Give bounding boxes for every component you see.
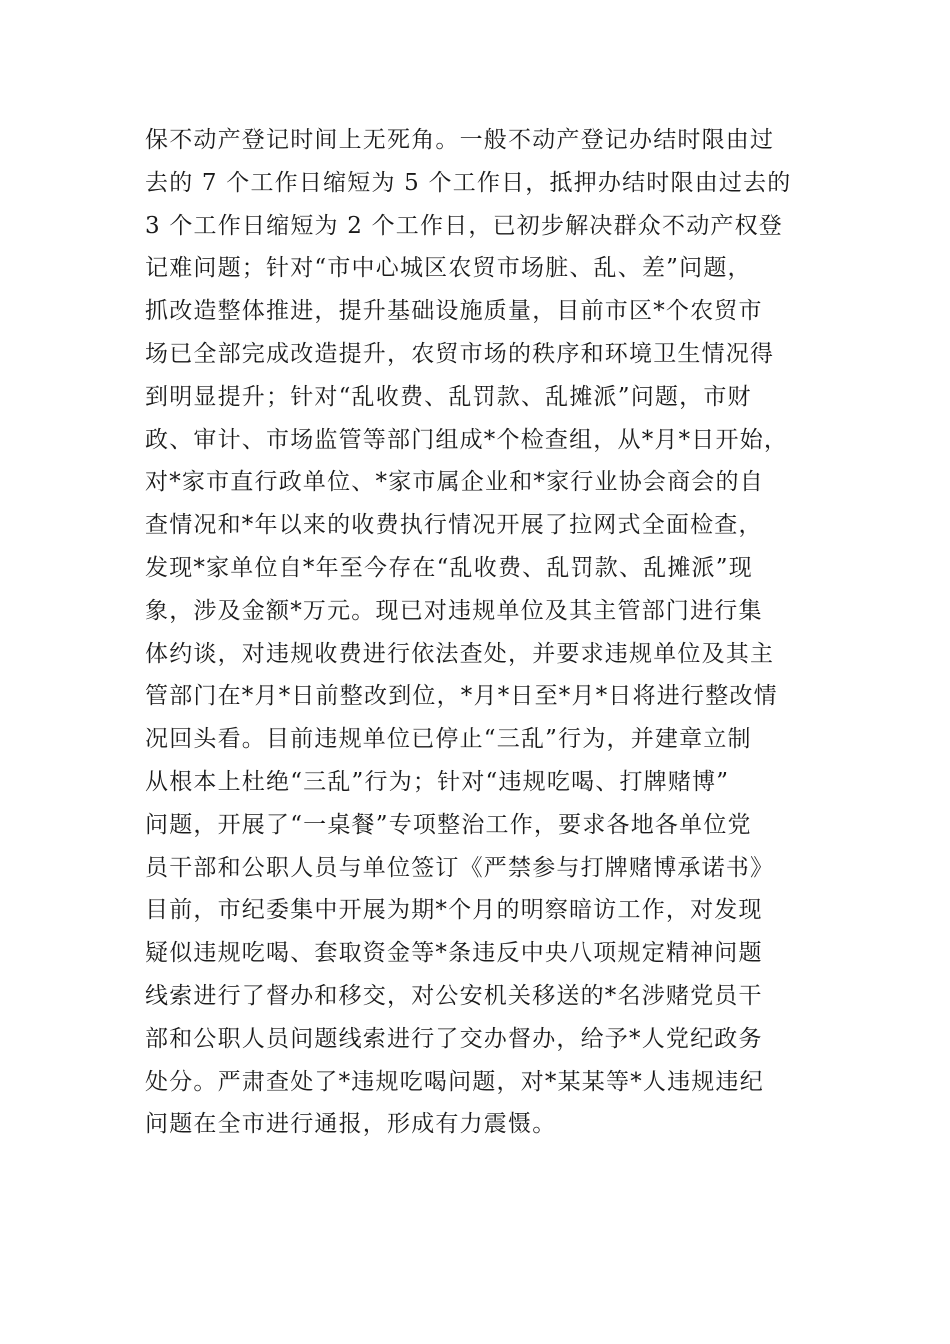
text-line: 目前，市纪委集中开展为期*个月的明察暗访工作，对发现 — [145, 897, 763, 924]
text-line: 处分。严肃查处了*违规吃喝问题，对*某某等*人违规违纪 — [145, 1068, 764, 1095]
text-line: 政、审计、市场监管等部门组成*个检查组，从*月*日开始， — [145, 426, 789, 453]
text-line: 员干部和公职人员与单位签订《严禁参与打牌赌博承诺书》 — [145, 854, 775, 881]
text-line: 问题在全市进行通报，形成有力震慑。 — [145, 1111, 557, 1138]
body-paragraph — [145, 119, 825, 1146]
text-line: 象，涉及金额*万元。现已对违规单位及其主管部门进行集 — [145, 597, 763, 624]
text-line: 抓改造整体推进，提升基础设施质量，目前市区*个农贸市 — [145, 298, 763, 325]
text-line: 体约谈，对违规收费进行依法查处，并要求违规单位及其主 — [145, 640, 775, 667]
text-line: 场已全部完成改造提升，农贸市场的秩序和环境卫生情况得 — [145, 340, 775, 367]
text-line: 到明显提升；针对“乱收费、乱罚款、乱摊派”问题，市财 — [145, 383, 752, 410]
text-line: 况回头看。目前违规单位已停止“三乱”行为，并建章立制 — [145, 726, 752, 753]
text-line: 线索进行了督办和移交，对公安机关移送的*名涉赌党员干 — [145, 982, 763, 1009]
text-line: 从根本上杜绝“三乱”行为；针对“违规吃喝、打牌赌博” — [145, 768, 730, 795]
text-line: 疑似违规吃喝、套取资金等*条违反中央八项规定精神问题 — [145, 940, 763, 967]
text-line: 问题，开展了“一桌餐”专项整治工作，要求各地各单位党 — [145, 811, 752, 838]
text-line: 查情况和*年以来的收费执行情况开展了拉网式全面检查， — [145, 512, 763, 539]
text-line: 去的 7 个工作日缩短为 5 个工作日，抵押办结时限由过去的 — [145, 169, 792, 196]
text-line: 部和公职人员问题线索进行了交办督办，给予*人党纪政务 — [145, 1025, 763, 1052]
text-line: 管部门在*月*日前整改到位，*月*日至*月*日将进行整改情 — [145, 683, 778, 710]
text-line: 发现*家单位自*年至今存在“乱收费、乱罚款、乱摊派”现 — [145, 554, 753, 581]
text-line: 对*家市直行政单位、*家市属企业和*家行业协会商会的自 — [145, 469, 764, 496]
text-line: 记难问题；针对“市中心城区农贸市场脏、乱、差”问题， — [145, 255, 752, 282]
text-line: 保不动产登记时间上无死角。一般不动产登记办结时限由过 — [145, 127, 775, 153]
text-line: 3 个工作日缩短为 2 个工作日，已初步解决群众不动产权登 — [145, 212, 783, 239]
